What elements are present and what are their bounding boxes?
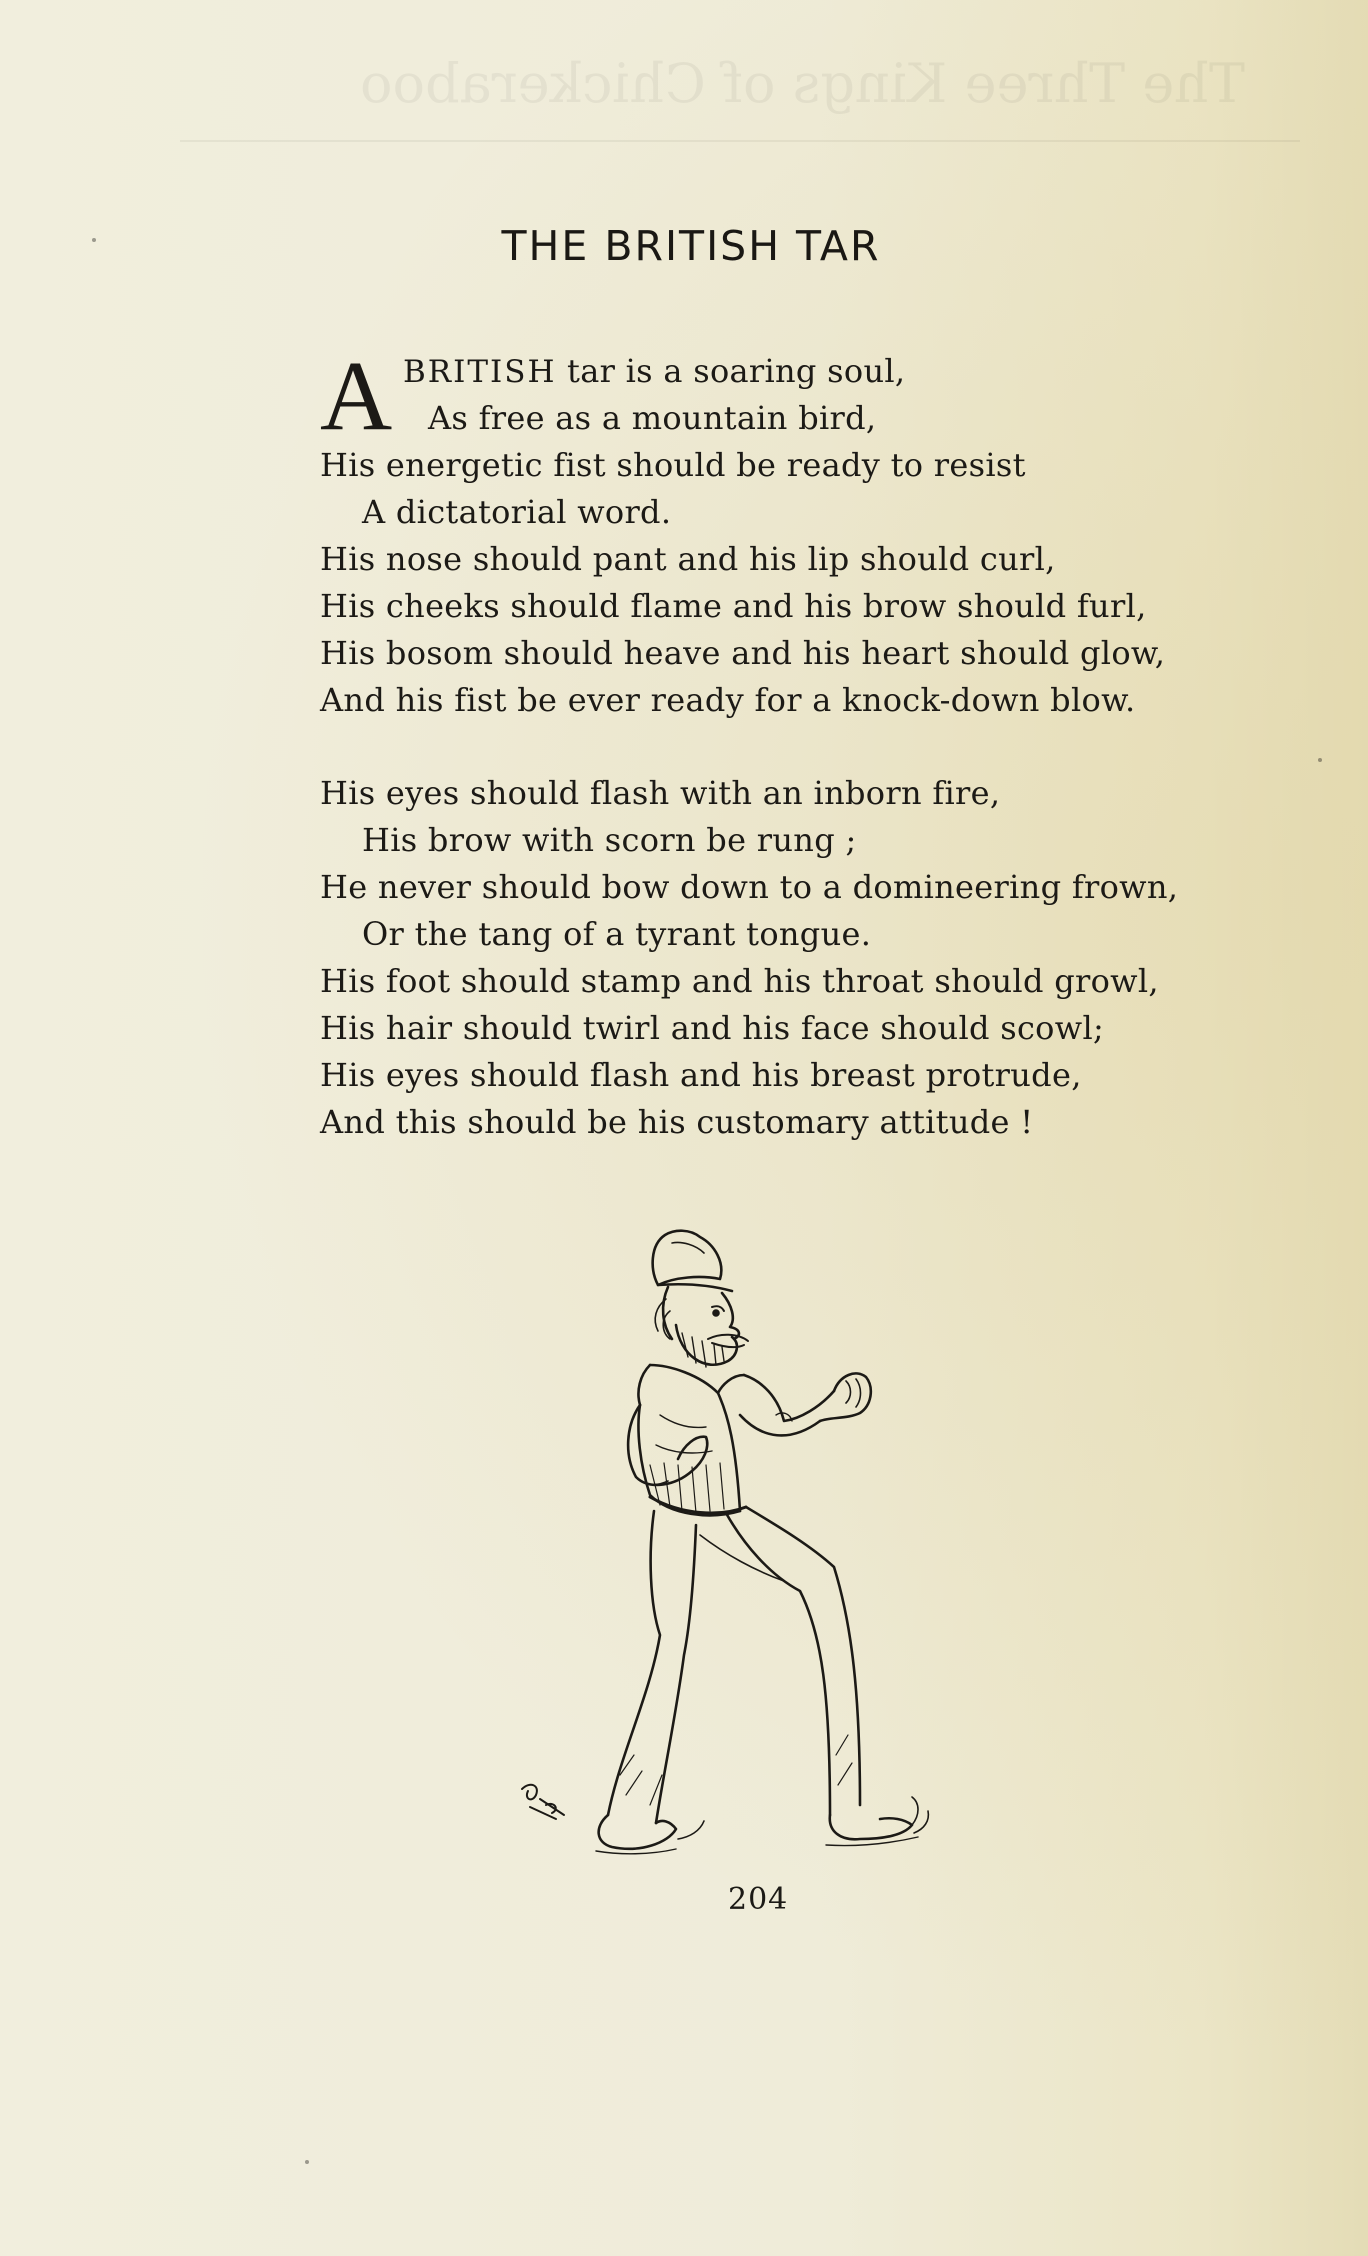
first-line-rest: tar is a soaring soul, bbox=[556, 352, 906, 390]
stanza-1-line-4: A dictatorial word. bbox=[362, 493, 672, 531]
stanza-2-line-3: He never should bow down to a domineering frown, bbox=[320, 868, 1179, 906]
sailor-illustration bbox=[500, 1215, 1020, 1895]
stanza-2-line-5: His foot should stamp and his throat should growl, bbox=[320, 962, 1159, 1000]
stanza-2 bbox=[320, 770, 1260, 1146]
stanza-1 bbox=[320, 340, 1260, 724]
bleed-through-rule bbox=[180, 140, 1300, 142]
artist-monogram bbox=[522, 1785, 564, 1819]
stanza-2-line-2: His brow with scorn be rung ; bbox=[362, 821, 857, 859]
stanza-1-line-8: And his fist be ever ready for a knock-down blow. bbox=[320, 681, 1136, 719]
drop-cap: A bbox=[320, 340, 393, 451]
stanza-1-line-5: His nose should pant and his lip should curl, bbox=[320, 540, 1056, 578]
stanza-2-line-7: His eyes should flash and his breast protrude, bbox=[320, 1056, 1082, 1094]
stanza-2-line-4: Or the tang of a tyrant tongue. bbox=[362, 915, 872, 953]
stanza-1-line-6: His cheeks should flame and his brow should furl, bbox=[320, 587, 1147, 625]
stanza-1-line-7: His bosom should heave and his heart should glow, bbox=[320, 634, 1166, 672]
stanza-2-line-1: His eyes should flash with an inborn fire, bbox=[320, 774, 1001, 812]
bleed-through-title: The Three Kings of Chickeraboo bbox=[360, 52, 1245, 115]
stanza-2-line-6: His hair should twirl and his face should scowl; bbox=[320, 1009, 1105, 1047]
paper-speck bbox=[92, 238, 96, 242]
stanza-2-line-8: And this should be his customary attitude ! bbox=[320, 1103, 1034, 1141]
lead-word: BRITISH bbox=[403, 354, 557, 390]
stanza-1-line-2: As free as a mountain bird, bbox=[428, 399, 877, 437]
first-line-text bbox=[403, 348, 905, 396]
paper-speck bbox=[305, 2160, 309, 2164]
page-number: 204 bbox=[728, 1882, 789, 1917]
stanza-1-line-3: His energetic fist should be ready to resist bbox=[320, 446, 1026, 484]
paper-speck bbox=[1318, 758, 1322, 762]
poem-title: THE BRITISH TAR bbox=[501, 222, 881, 270]
